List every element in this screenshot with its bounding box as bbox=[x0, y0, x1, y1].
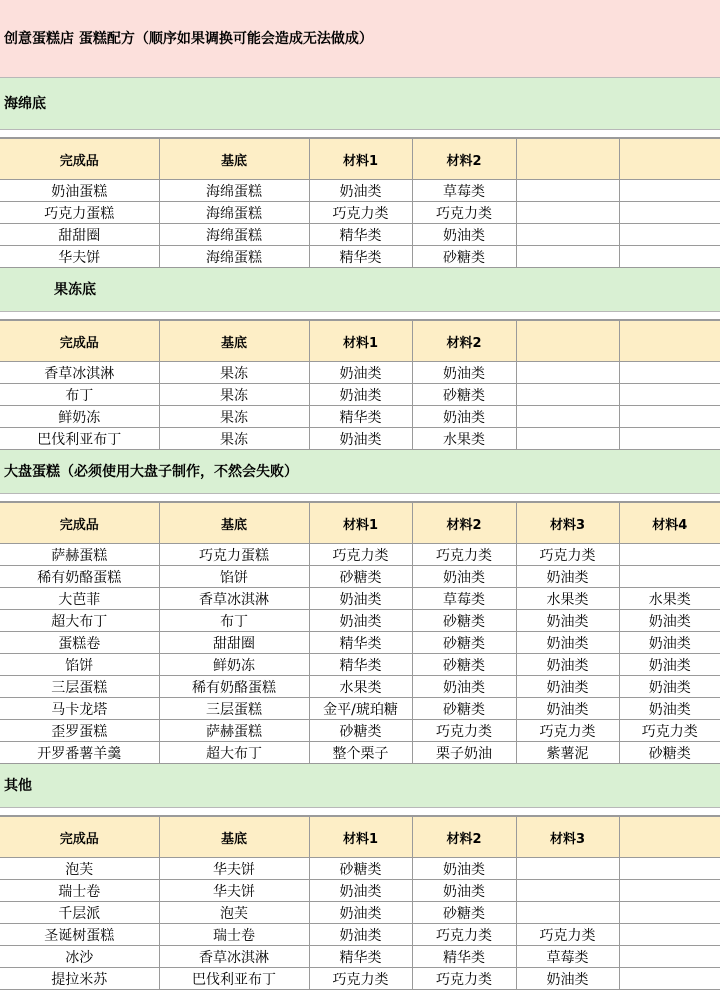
ingredient-cell: 奶油类 bbox=[412, 224, 516, 246]
ingredient-cell bbox=[619, 362, 720, 384]
base-cell: 三层蛋糕 bbox=[159, 698, 309, 720]
table-row bbox=[0, 428, 720, 450]
product-cell: 甜甜圈 bbox=[0, 224, 159, 246]
table-row bbox=[0, 858, 720, 880]
table-header-row bbox=[0, 321, 720, 362]
ingredient-cell: 奶油类 bbox=[619, 632, 720, 654]
ingredient-cell: 草莓类 bbox=[516, 946, 619, 968]
section-gap bbox=[0, 808, 720, 816]
column-header: 材料1 bbox=[309, 321, 412, 362]
recipe-table bbox=[0, 816, 720, 990]
product-cell: 歪罗蛋糕 bbox=[0, 720, 159, 742]
ingredient-cell bbox=[516, 202, 619, 224]
ingredient-cell: 水果类 bbox=[309, 676, 412, 698]
ingredient-cell: 巧克力类 bbox=[619, 720, 720, 742]
base-cell: 巧克力蛋糕 bbox=[159, 544, 309, 566]
ingredient-cell: 金平/琥珀糖 bbox=[309, 698, 412, 720]
ingredient-cell bbox=[619, 946, 720, 968]
ingredient-cell: 奶油类 bbox=[309, 902, 412, 924]
table-row bbox=[0, 246, 720, 268]
column-header: 材料4 bbox=[619, 503, 720, 544]
ingredient-cell: 水果类 bbox=[412, 428, 516, 450]
table-row bbox=[0, 720, 720, 742]
base-cell: 海绵蛋糕 bbox=[159, 180, 309, 202]
ingredient-cell: 奶油类 bbox=[516, 610, 619, 632]
column-header: 完成品 bbox=[0, 817, 159, 858]
ingredient-cell: 砂糖类 bbox=[412, 698, 516, 720]
product-cell: 香草冰淇淋 bbox=[0, 362, 159, 384]
ingredient-cell bbox=[516, 246, 619, 268]
section-header: 海绵底 bbox=[0, 78, 720, 130]
section-header: 其他 bbox=[0, 764, 720, 808]
product-cell: 千层派 bbox=[0, 902, 159, 924]
ingredient-cell bbox=[516, 428, 619, 450]
ingredient-cell bbox=[516, 384, 619, 406]
ingredient-cell: 草莓类 bbox=[412, 588, 516, 610]
ingredient-cell: 水果类 bbox=[516, 588, 619, 610]
product-cell: 开罗番薯羊羹 bbox=[0, 742, 159, 764]
ingredient-cell: 奶油类 bbox=[619, 676, 720, 698]
ingredient-cell: 巧克力类 bbox=[309, 202, 412, 224]
product-cell: 提拉米苏 bbox=[0, 968, 159, 990]
table-row bbox=[0, 946, 720, 968]
column-header bbox=[516, 321, 619, 362]
ingredient-cell: 奶油类 bbox=[309, 880, 412, 902]
column-header: 基底 bbox=[159, 503, 309, 544]
column-header: 基底 bbox=[159, 321, 309, 362]
table-row bbox=[0, 384, 720, 406]
table-row bbox=[0, 224, 720, 246]
base-cell: 华夫饼 bbox=[159, 880, 309, 902]
table-row bbox=[0, 698, 720, 720]
base-cell: 鲜奶冻 bbox=[159, 654, 309, 676]
column-header: 材料1 bbox=[309, 139, 412, 180]
ingredient-cell: 砂糖类 bbox=[412, 654, 516, 676]
table-header-row bbox=[0, 139, 720, 180]
section-header: 果冻底 bbox=[0, 268, 720, 312]
product-cell: 巴伐利亚布丁 bbox=[0, 428, 159, 450]
ingredient-cell: 奶油类 bbox=[309, 428, 412, 450]
ingredient-cell bbox=[516, 880, 619, 902]
ingredient-cell: 巧克力类 bbox=[412, 924, 516, 946]
column-header: 基底 bbox=[159, 139, 309, 180]
ingredient-cell bbox=[516, 858, 619, 880]
column-header: 材料2 bbox=[412, 321, 516, 362]
ingredient-cell: 砂糖类 bbox=[412, 902, 516, 924]
ingredient-cell: 奶油类 bbox=[619, 698, 720, 720]
ingredient-cell: 奶油类 bbox=[309, 384, 412, 406]
ingredient-cell: 砂糖类 bbox=[619, 742, 720, 764]
base-cell: 超大布丁 bbox=[159, 742, 309, 764]
base-cell: 华夫饼 bbox=[159, 858, 309, 880]
column-header: 材料2 bbox=[412, 817, 516, 858]
ingredient-cell: 巧克力类 bbox=[309, 544, 412, 566]
ingredient-cell bbox=[619, 224, 720, 246]
ingredient-cell: 草莓类 bbox=[412, 180, 516, 202]
ingredient-cell bbox=[619, 202, 720, 224]
table-row bbox=[0, 902, 720, 924]
ingredient-cell bbox=[619, 902, 720, 924]
column-header bbox=[516, 139, 619, 180]
ingredient-cell: 奶油类 bbox=[516, 654, 619, 676]
base-cell: 巴伐利亚布丁 bbox=[159, 968, 309, 990]
table-row bbox=[0, 610, 720, 632]
ingredient-cell bbox=[619, 246, 720, 268]
column-header: 完成品 bbox=[0, 321, 159, 362]
ingredient-cell: 奶油类 bbox=[619, 610, 720, 632]
ingredient-cell bbox=[516, 224, 619, 246]
column-header: 材料2 bbox=[412, 139, 516, 180]
table-header-row bbox=[0, 817, 720, 858]
base-cell: 稀有奶酪蛋糕 bbox=[159, 676, 309, 698]
page-title bbox=[0, 0, 720, 78]
recipe-table bbox=[0, 320, 720, 450]
ingredient-cell: 精华类 bbox=[309, 946, 412, 968]
column-header: 材料2 bbox=[412, 503, 516, 544]
recipe-table bbox=[0, 138, 720, 268]
column-header: 材料1 bbox=[309, 817, 412, 858]
ingredient-cell: 巧克力类 bbox=[516, 544, 619, 566]
ingredient-cell: 巧克力类 bbox=[412, 968, 516, 990]
ingredient-cell: 奶油类 bbox=[309, 924, 412, 946]
ingredient-cell: 奶油类 bbox=[309, 180, 412, 202]
ingredient-cell bbox=[619, 428, 720, 450]
ingredient-cell: 奶油类 bbox=[516, 968, 619, 990]
table-row bbox=[0, 968, 720, 990]
ingredient-cell: 巧克力类 bbox=[309, 968, 412, 990]
table-row bbox=[0, 654, 720, 676]
base-cell: 香草冰淇淋 bbox=[159, 946, 309, 968]
table-row bbox=[0, 924, 720, 946]
ingredient-cell: 栗子奶油 bbox=[412, 742, 516, 764]
ingredient-cell bbox=[619, 384, 720, 406]
base-cell: 瑞士卷 bbox=[159, 924, 309, 946]
ingredient-cell bbox=[619, 544, 720, 566]
product-cell: 奶油蛋糕 bbox=[0, 180, 159, 202]
ingredient-cell: 奶油类 bbox=[412, 858, 516, 880]
ingredient-cell: 砂糖类 bbox=[309, 720, 412, 742]
ingredient-cell: 巧克力类 bbox=[412, 544, 516, 566]
ingredient-cell bbox=[619, 566, 720, 588]
table-row bbox=[0, 362, 720, 384]
ingredient-cell bbox=[516, 406, 619, 428]
ingredient-cell bbox=[619, 180, 720, 202]
column-header bbox=[619, 321, 720, 362]
recipe-sections bbox=[0, 78, 720, 990]
ingredient-cell: 奶油类 bbox=[412, 676, 516, 698]
ingredient-cell: 奶油类 bbox=[516, 698, 619, 720]
table-row bbox=[0, 742, 720, 764]
base-cell: 布丁 bbox=[159, 610, 309, 632]
product-cell: 布丁 bbox=[0, 384, 159, 406]
base-cell: 海绵蛋糕 bbox=[159, 224, 309, 246]
ingredient-cell: 精华类 bbox=[309, 224, 412, 246]
table-header-row bbox=[0, 503, 720, 544]
table-row bbox=[0, 632, 720, 654]
table-row bbox=[0, 202, 720, 224]
ingredient-cell: 奶油类 bbox=[309, 362, 412, 384]
column-header: 材料3 bbox=[516, 503, 619, 544]
ingredient-cell: 奶油类 bbox=[516, 676, 619, 698]
column-header: 材料3 bbox=[516, 817, 619, 858]
ingredient-cell: 精华类 bbox=[309, 246, 412, 268]
table-row bbox=[0, 676, 720, 698]
section-header: 大盘蛋糕（必须使用大盘子制作，不然会失败） bbox=[0, 450, 720, 494]
product-cell: 泡芙 bbox=[0, 858, 159, 880]
base-cell: 海绵蛋糕 bbox=[159, 246, 309, 268]
ingredient-cell: 精华类 bbox=[412, 946, 516, 968]
ingredient-cell: 奶油类 bbox=[412, 406, 516, 428]
table-row bbox=[0, 588, 720, 610]
column-header: 完成品 bbox=[0, 139, 159, 180]
product-cell: 鲜奶冻 bbox=[0, 406, 159, 428]
product-cell: 圣诞树蛋糕 bbox=[0, 924, 159, 946]
page-title-text: 创意蛋糕店 蛋糕配方（顺序如果调换可能会造成无法做成） bbox=[4, 31, 373, 47]
ingredient-cell: 奶油类 bbox=[412, 362, 516, 384]
ingredient-cell: 精华类 bbox=[309, 632, 412, 654]
column-header: 材料1 bbox=[309, 503, 412, 544]
ingredient-cell bbox=[516, 902, 619, 924]
product-cell: 华夫饼 bbox=[0, 246, 159, 268]
ingredient-cell: 砂糖类 bbox=[412, 632, 516, 654]
base-cell: 泡芙 bbox=[159, 902, 309, 924]
recipe-table bbox=[0, 502, 720, 764]
ingredient-cell: 奶油类 bbox=[516, 566, 619, 588]
ingredient-cell: 奶油类 bbox=[309, 610, 412, 632]
base-cell: 果冻 bbox=[159, 406, 309, 428]
base-cell: 萨赫蛋糕 bbox=[159, 720, 309, 742]
base-cell: 果冻 bbox=[159, 428, 309, 450]
table-row bbox=[0, 880, 720, 902]
ingredient-cell: 巧克力类 bbox=[516, 924, 619, 946]
product-cell: 萨赫蛋糕 bbox=[0, 544, 159, 566]
ingredient-cell: 砂糖类 bbox=[412, 384, 516, 406]
product-cell: 稀有奶酪蛋糕 bbox=[0, 566, 159, 588]
section-gap bbox=[0, 312, 720, 320]
product-cell: 超大布丁 bbox=[0, 610, 159, 632]
ingredient-cell bbox=[619, 406, 720, 428]
ingredient-cell: 奶油类 bbox=[309, 588, 412, 610]
product-cell: 马卡龙塔 bbox=[0, 698, 159, 720]
section-gap bbox=[0, 130, 720, 138]
ingredient-cell: 水果类 bbox=[619, 588, 720, 610]
ingredient-cell bbox=[619, 880, 720, 902]
ingredient-cell bbox=[619, 924, 720, 946]
base-cell: 甜甜圈 bbox=[159, 632, 309, 654]
column-header bbox=[619, 817, 720, 858]
product-cell: 馅饼 bbox=[0, 654, 159, 676]
ingredient-cell: 砂糖类 bbox=[309, 566, 412, 588]
ingredient-cell: 奶油类 bbox=[412, 566, 516, 588]
ingredient-cell bbox=[619, 858, 720, 880]
table-row bbox=[0, 406, 720, 428]
ingredient-cell: 紫薯泥 bbox=[516, 742, 619, 764]
ingredient-cell: 精华类 bbox=[309, 654, 412, 676]
ingredient-cell bbox=[516, 180, 619, 202]
table-row bbox=[0, 566, 720, 588]
column-header: 完成品 bbox=[0, 503, 159, 544]
base-cell: 果冻 bbox=[159, 384, 309, 406]
ingredient-cell: 奶油类 bbox=[619, 654, 720, 676]
product-cell: 瑞士卷 bbox=[0, 880, 159, 902]
product-cell: 大芭菲 bbox=[0, 588, 159, 610]
ingredient-cell: 精华类 bbox=[309, 406, 412, 428]
ingredient-cell: 奶油类 bbox=[412, 880, 516, 902]
table-row bbox=[0, 544, 720, 566]
ingredient-cell bbox=[619, 968, 720, 990]
column-header: 基底 bbox=[159, 817, 309, 858]
ingredient-cell: 巧克力类 bbox=[412, 202, 516, 224]
ingredient-cell: 巧克力类 bbox=[516, 720, 619, 742]
ingredient-cell: 巧克力类 bbox=[412, 720, 516, 742]
base-cell: 香草冰淇淋 bbox=[159, 588, 309, 610]
base-cell: 馅饼 bbox=[159, 566, 309, 588]
ingredient-cell: 整个栗子 bbox=[309, 742, 412, 764]
ingredient-cell: 奶油类 bbox=[516, 632, 619, 654]
column-header bbox=[619, 139, 720, 180]
product-cell: 蛋糕卷 bbox=[0, 632, 159, 654]
base-cell: 果冻 bbox=[159, 362, 309, 384]
section-gap bbox=[0, 494, 720, 502]
ingredient-cell: 砂糖类 bbox=[309, 858, 412, 880]
product-cell: 巧克力蛋糕 bbox=[0, 202, 159, 224]
product-cell: 三层蛋糕 bbox=[0, 676, 159, 698]
ingredient-cell bbox=[516, 362, 619, 384]
product-cell: 冰沙 bbox=[0, 946, 159, 968]
ingredient-cell: 砂糖类 bbox=[412, 610, 516, 632]
table-row bbox=[0, 180, 720, 202]
base-cell: 海绵蛋糕 bbox=[159, 202, 309, 224]
ingredient-cell: 砂糖类 bbox=[412, 246, 516, 268]
